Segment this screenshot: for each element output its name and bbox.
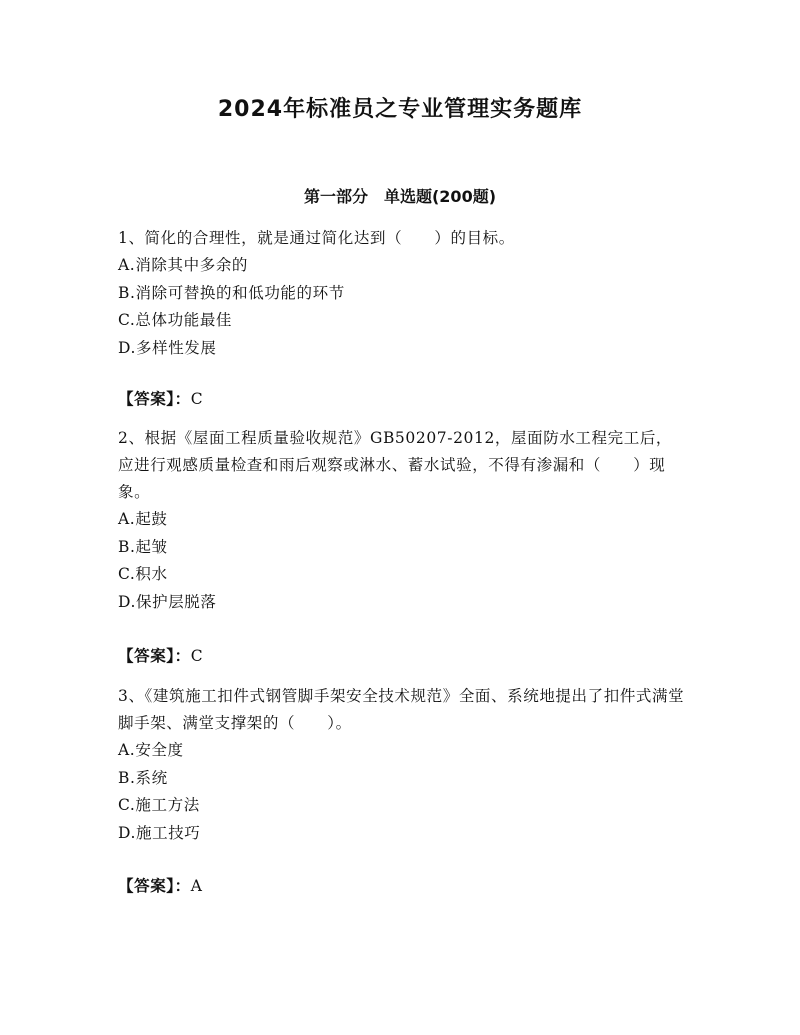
question-stem: 1、简化的合理性，就是通过简化达到（ ）的目标。 (118, 229, 515, 247)
option-c: C.施工方法 (118, 796, 200, 814)
question-stem: 3、《建筑施工扣件式钢管脚手架安全技术规范》全面、系统地提出了扣件式满堂脚手架、满堂支撑架的（ ）。 (118, 687, 685, 732)
option-d: D.多样性发展 (118, 338, 217, 357)
option-a: A.起鼓 (118, 510, 168, 528)
option-d: D.施工技巧 (118, 823, 201, 842)
answer-label: 【答案】： (118, 390, 191, 408)
question-stem: 2、根据《屋面工程质量验收规范》GB50207-2012，屋面防水工程完工后，应进行观感质量检查和雨后观察或淋水、蓄水试验，不得有渗漏和（ ）现象。 (118, 429, 673, 501)
answer-1 (118, 386, 203, 413)
answer-label: 【答案】： (118, 647, 191, 665)
option-a: A.消除其中多余的 (118, 256, 249, 274)
option-b: B.系统 (118, 768, 168, 787)
answer-value: C (190, 647, 204, 665)
option-a: A.安全度 (118, 741, 184, 759)
answer-label: 【答案】： (118, 877, 191, 895)
option-c: C.总体功能最佳 (118, 311, 233, 329)
section-title: 第一部分 单选题(200题) (303, 187, 497, 206)
option-b: B.消除可替换的和低功能的环节 (118, 283, 345, 302)
option-b: B.起皱 (118, 537, 168, 556)
option-d: D.保护层脱落 (118, 592, 217, 611)
question-1 (118, 225, 688, 362)
document-title: 2024年标准员之专业管理实务题库 (217, 97, 583, 122)
answer-2 (118, 643, 203, 670)
question-2 (118, 425, 688, 616)
option-c: C.积水 (118, 565, 168, 583)
answer-value: A (190, 877, 203, 895)
answer-value: C (190, 390, 204, 408)
question-3 (118, 683, 688, 847)
answer-3 (118, 873, 203, 900)
